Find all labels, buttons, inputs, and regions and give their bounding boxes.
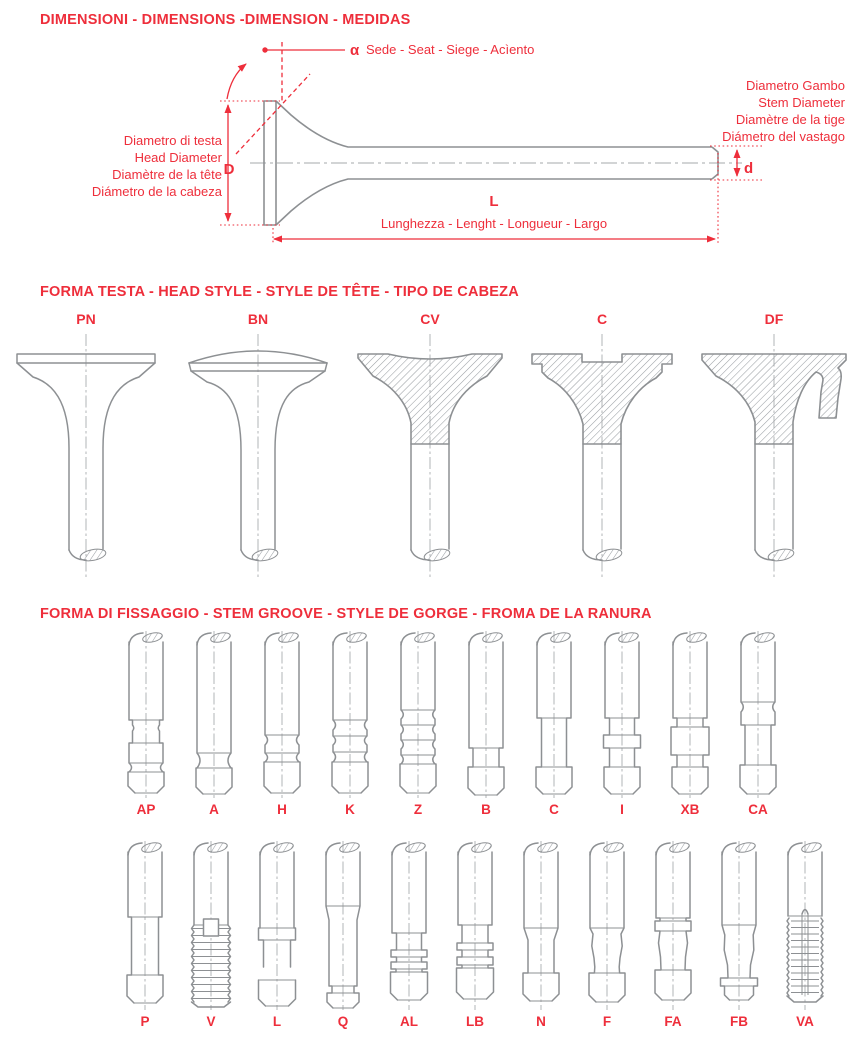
stem-groove-drawing-b <box>453 630 519 800</box>
stem-groove-label: H <box>277 802 287 817</box>
stem-grooves-section <box>0 606 860 1032</box>
stem-groove-label: L <box>272 1014 282 1029</box>
seat-label: Sede - Seat - Siege - Acìento <box>366 42 535 57</box>
stem-groove-item <box>452 630 520 820</box>
stem-groove-item <box>520 630 588 820</box>
alpha-symbol: α <box>350 42 360 59</box>
stem-groove-drawing-n <box>508 840 574 1012</box>
dimensions-diagram <box>0 28 860 268</box>
stem-groove-drawing-v <box>178 840 244 1012</box>
stem-groove-row-1 <box>0 630 860 820</box>
head-style-drawing-c <box>516 330 688 582</box>
head-diameter-label-fr: Diamètre de la tête <box>112 167 222 182</box>
stem-groove-item <box>316 630 384 820</box>
stem-groove-item <box>248 630 316 820</box>
valve-top-profile <box>276 101 712 147</box>
stem-groove-drawing-c <box>521 630 587 800</box>
stem-diameter-label-es: Diámetro del vastago <box>722 129 845 144</box>
stem-groove-item <box>442 840 508 1032</box>
angle-arc-arrow <box>227 64 246 99</box>
head-style-item <box>516 308 688 582</box>
stem-groove-label: F <box>602 1014 612 1029</box>
stem-groove-drawing-ca <box>725 630 791 800</box>
stem-groove-label: AP <box>136 802 156 817</box>
stem-groove-item <box>706 840 772 1032</box>
head-diameter-symbol: D <box>223 161 235 178</box>
head-style-item <box>344 308 516 582</box>
stem-groove-label: V <box>206 1014 216 1029</box>
stem-groove-label: LB <box>466 1014 484 1029</box>
head-style-label: BN <box>247 311 269 327</box>
stem-groove-label: B <box>481 802 491 817</box>
stem-groove-label: C <box>549 802 559 817</box>
stem-groove-label: AL <box>400 1014 418 1029</box>
stem-groove-item <box>180 630 248 820</box>
head-styles-section <box>0 284 860 582</box>
stem-groove-item <box>310 840 376 1032</box>
stem-groove-item <box>244 840 310 1032</box>
stem-groove-drawing-lb <box>442 840 508 1012</box>
length-symbol: L <box>489 193 499 210</box>
stem-diameter-label-it: Diametro Gambo <box>746 78 845 93</box>
head-style-label: DF <box>764 311 784 327</box>
stem-groove-drawing-q <box>310 840 376 1012</box>
head-styles-row <box>0 308 860 582</box>
head-style-drawing-bn <box>172 330 344 582</box>
stem-groove-label: FB <box>730 1014 748 1029</box>
head-diameter-label-it: Diametro di testa <box>123 133 222 148</box>
stem-groove-drawing-fa <box>640 840 706 1012</box>
head-style-item <box>172 308 344 582</box>
stem-groove-drawing-xb <box>657 630 723 800</box>
head-style-item <box>0 308 172 582</box>
stem-groove-drawing-p <box>112 840 178 1012</box>
stem-groove-row-2 <box>0 840 860 1032</box>
stem-groove-drawing-h <box>249 630 315 800</box>
stem-groove-item <box>112 840 178 1032</box>
stem-groove-drawing-l <box>244 840 310 1012</box>
head-style-drawing-pn <box>0 330 172 582</box>
head-style-label: CV <box>420 311 440 327</box>
stem-groove-item <box>724 630 792 820</box>
stem-groove-label: A <box>209 802 219 817</box>
stem-groove-drawing-z <box>385 630 451 800</box>
head-styles-title: FORMA TESTA - HEAD STYLE - STYLE DE TÊTE - TIPO DE CABEZA <box>40 284 519 300</box>
stem-groove-label: FA <box>664 1014 682 1029</box>
stem-groove-item <box>384 630 452 820</box>
head-style-drawing-cv <box>344 330 516 582</box>
seat-angle-dashed-line <box>236 74 310 154</box>
stem-groove-drawing-a <box>181 630 247 800</box>
head-style-label: PN <box>76 311 96 327</box>
stem-groove-item <box>178 840 244 1032</box>
stem-groove-label: N <box>536 1014 546 1029</box>
stem-groove-item <box>574 840 640 1032</box>
stem-diameter-label-fr: Diamètre de la tige <box>735 112 845 127</box>
stem-groove-item <box>588 630 656 820</box>
stem-groove-item <box>376 840 442 1032</box>
dimensions-title: DIMENSIONI - DIMENSIONS -DIMENSION - MEDIDAS <box>40 12 411 28</box>
stem-groove-label: Z <box>413 802 423 817</box>
stem-groove-item <box>112 630 180 820</box>
stem-grooves-title: FORMA DI FISSAGGIO - STEM GROOVE - STYLE DE GORGE - FROMA DE LA RANURA <box>40 606 652 622</box>
stem-groove-item <box>508 840 574 1032</box>
stem-groove-label: K <box>345 802 355 817</box>
head-diameter-label-es: Diámetro de la cabeza <box>91 184 222 199</box>
stem-groove-drawing-al <box>376 840 442 1012</box>
head-style-item <box>688 308 860 582</box>
head-style-label: C <box>596 311 608 327</box>
head-diameter-label-en: Head Diameter <box>134 150 222 165</box>
dimensions-section <box>0 0 860 268</box>
stem-groove-label: XB <box>680 802 700 817</box>
length-label: Lunghezza - Lenght - Longueur - Largo <box>380 216 608 231</box>
stem-groove-label: P <box>140 1014 150 1029</box>
stem-groove-drawing-f <box>574 840 640 1012</box>
stem-groove-label: CA <box>748 802 768 817</box>
stem-groove-drawing-i <box>589 630 655 800</box>
stem-groove-item <box>656 630 724 820</box>
stem-groove-drawing-va <box>772 840 838 1012</box>
stem-diameter-label-en: Stem Diameter <box>758 95 845 110</box>
stem-groove-drawing-ap <box>113 630 179 800</box>
stem-groove-label: VA <box>796 1014 814 1029</box>
stem-groove-item <box>640 840 706 1032</box>
stem-groove-label: Q <box>337 1014 349 1029</box>
stem-groove-label: I <box>620 802 624 817</box>
head-style-drawing-df <box>688 330 860 582</box>
stem-groove-item <box>772 840 838 1032</box>
stem-groove-drawing-fb <box>706 840 772 1012</box>
stem-groove-drawing-k <box>317 630 383 800</box>
stem-diameter-symbol: d <box>744 160 754 177</box>
